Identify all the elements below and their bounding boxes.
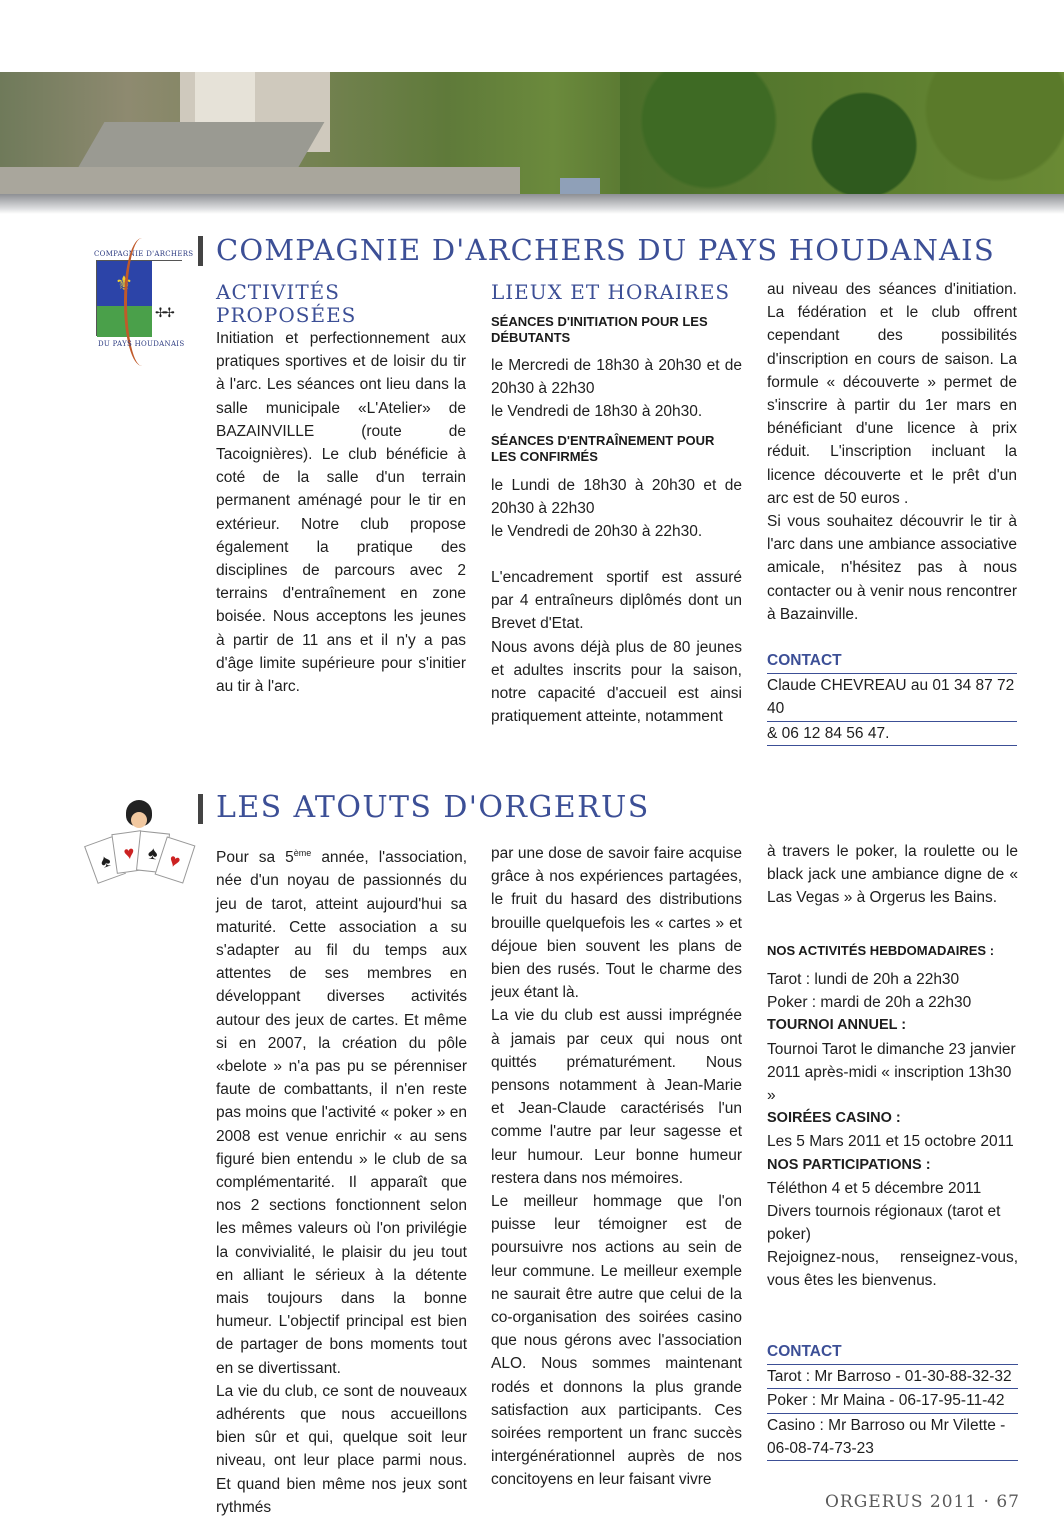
contact-line: Claude CHEVREAU au 01 34 87 72 40 <box>767 674 1017 721</box>
contact-line: Tarot : Mr Barroso - 01-30-88-32-32 <box>767 1365 1018 1389</box>
atouts-contact <box>767 1340 1018 1461</box>
confirmed-schedule: le Lundi de 18h30 à 20h30 et de 20h30 à 22h30 le Vendredi de 20h30 à 22h30. <box>491 477 742 541</box>
contact-line: & 06 12 84 56 47. <box>767 722 1017 746</box>
confirmed-heading: SÉANCES D'ENTRAÎNEMENT POUR LES CONFIRMÉS <box>491 433 715 464</box>
atouts-col2-body: par une dose de savoir faire acquise grâce à nos expériences partagées, le fruit du hasard des distributions brouille quelquefois les « cartes » et déjoue bien souvent les plans de bien des rusés. Tout le charme des jeux étant là. La vie du club est aussi imprégnée à jamais par ceux qui nous ont quittés prématurément. Nous pensons notamment à Jean-Marie et Jean-Claude caractérisés l'un comme l'autre par leur sagesse et leur humour. Leur bonne humeur restera dans nos mémoires. Le meilleur hommage que l'on puisse leur témoigner est de poursuivre nos actions au sein de leur commune. Le meilleur exemple ne saurait être autre que celui de la co-organisation des soirées casino que nous gérons avec l'association ALO. Nous sommes maintenant rodés et donnons la plus grande satisfaction aux participants. Ces soirées remportent un franc succès intergénérationnel auprès de nos concitoyens en leur faisant vivre <box>491 845 742 1489</box>
logo-top-text: COMPAGNIE D'ARCHERS <box>94 250 194 258</box>
playing-cards-icon: ♠ <box>84 836 126 884</box>
banner-shadow <box>0 194 1064 214</box>
contact-line: Poker : Mr Maina - 06-17-95-11-42 <box>767 1389 1018 1413</box>
contact-line: 06-08-74-73-23 <box>767 1437 1018 1461</box>
contact-heading: CONTACT <box>767 1340 1018 1365</box>
archers-col3-body: au niveau des séances d'initiation. La fédération et le club offrent cependant des possibilités d'inscription en cours de saison. La formule « découverte » permet de s'inscrire à partir du 1er mars en bénéficiant d'une licence à prix réduit. L'inscription incluant la licence découverte et le prêt d'un arc est de 50 euros . Si vous souhaitez découvrir le tir à l'arc dans une ambiance associative amicale, n'hésitez pas à nous contacter ou à venir nous rencontrer à Bazainville. <box>767 281 1017 623</box>
archers-col1-body: Initiation et perfectionnement aux pratiques sportives et de loisir du tir à l'arc. Les séances ont lieu dans la salle municipale «L'Atelier» de BAZAINVILLE (route de Tacoignières). Le club bénéficie à coté de la salle d'un terrain permanent aménagé pour le tir en extérieur. Notre club propose également la pratique des disciplines de parcours avec 2 terrains d'entraînement en zone boisée. Nous acceptons les jeunes à partir de 11 ans et il n'y a pas d'âge limite supérieure pour s'initier au tir à l'arc. <box>216 330 466 696</box>
atouts-col3-body: à travers le poker, la roulette ou le black jack une ambiance digne de « Las Vegas » à Orgerus les Bains. <box>767 843 1018 907</box>
contact-line: Casino : Mr Barroso ou Mr Vilette - <box>767 1416 1006 1434</box>
fleur-de-lis-icon: ⚜ <box>115 273 133 295</box>
section-title-atouts: LES ATOUTS D'ORGERUS <box>216 790 650 825</box>
section-title-archers: COMPAGNIE D'ARCHERS DU PAYS HOUDANAIS <box>216 233 995 267</box>
archers-col2-body: L'encadrement sportif est assuré par 4 entraîneurs diplômés dont un Brevet d'Etat. Nous avons déjà plus de 80 jeunes et adultes inscrits pour la saison, notre capacité d'accueil est ainsi pratiquement atteinte, notamment <box>491 569 742 726</box>
atouts-col1-body: Pour sa 5ème année, l'association, née d'un noyau de passionnés du jeu de tarot, atteint aujourd'hui sa maturité. Cette association a su s'adapter au fil du temps aux attentes de ses membres en développant diverses activités autour des jeux de cartes. Et même si en 2007, la création du pôle «belote » n'a pas pu se pérenniser faute de combattants, il n'en reste pas moins que l'activité « poker » en 2008 est venue enrichir « au sens figuré bien entendu » le club de sa complémentarité. Il apparaît que nos 2 sections fonctionnent selon les mêmes valeurs où l'on privilégie la convivialité, le plaisir du jeu tout en alliant le sérieux à la détente mais toujours dans la bonne humeur. L'objectif principal est bien de partager de bons moments tout en se divertissant. La vie du club, ce sont de nouveaux adhérents que nous accueillons bien sûr et qui, quelque soit leur niveau, ont leur place parmi nous. Et quand bien même nos jeux sont rythmés <box>216 848 467 1516</box>
atouts-schedule: Tarot : lundi de 20h a 22h30 Poker : mardi de 20h a 22h30 TOURNOI ANNUEL : Tournoi Tarot le dimanche 23 janvier 2011 après-midi « inscription 13h30 » SOIRÉES CASINO : Les 5 Mars 2011 et 15 octobre 2011 NOS PARTICIPATIONS : Téléthon 4 et 5 décembre 2011 Divers tournois régionaux (tarot et poker) <box>767 971 1016 1244</box>
beginners-schedule: le Mercredi de 18h30 à 20h30 et de 20h30 à 22h30 le Vendredi de 18h30 à 20h30. <box>491 357 742 421</box>
logo-bottom-text: DU PAYS HOUDANAIS <box>98 340 185 348</box>
heading-activites: ACTIVITÉS PROPOSÉES <box>216 280 357 327</box>
beginners-heading: SÉANCES D'INITIATION POUR LES DÉBUTANTS <box>491 314 708 345</box>
contact-heading: CONTACT <box>767 649 1017 674</box>
page-footer: ORGERUS 2011 · 67 <box>824 1492 1020 1512</box>
archers-logo <box>84 236 194 368</box>
heading-lieux-horaires: LIEUX ET HORAIRES <box>491 280 731 304</box>
atouts-join-text: Rejoignez-nous, renseignez-vous, vous êtes les bienvenus. <box>767 1249 1018 1290</box>
ermine-icon: ✢✢ <box>155 305 173 320</box>
title-bar <box>198 794 203 824</box>
weekly-heading: NOS ACTIVITÉS HEBDOMADAIRES : <box>767 943 995 958</box>
archers-contact <box>767 649 1017 746</box>
header-photo <box>0 72 1064 194</box>
title-bar <box>198 236 203 266</box>
cards-logo: ♠ ♥ ♠ ♥ <box>86 800 196 880</box>
